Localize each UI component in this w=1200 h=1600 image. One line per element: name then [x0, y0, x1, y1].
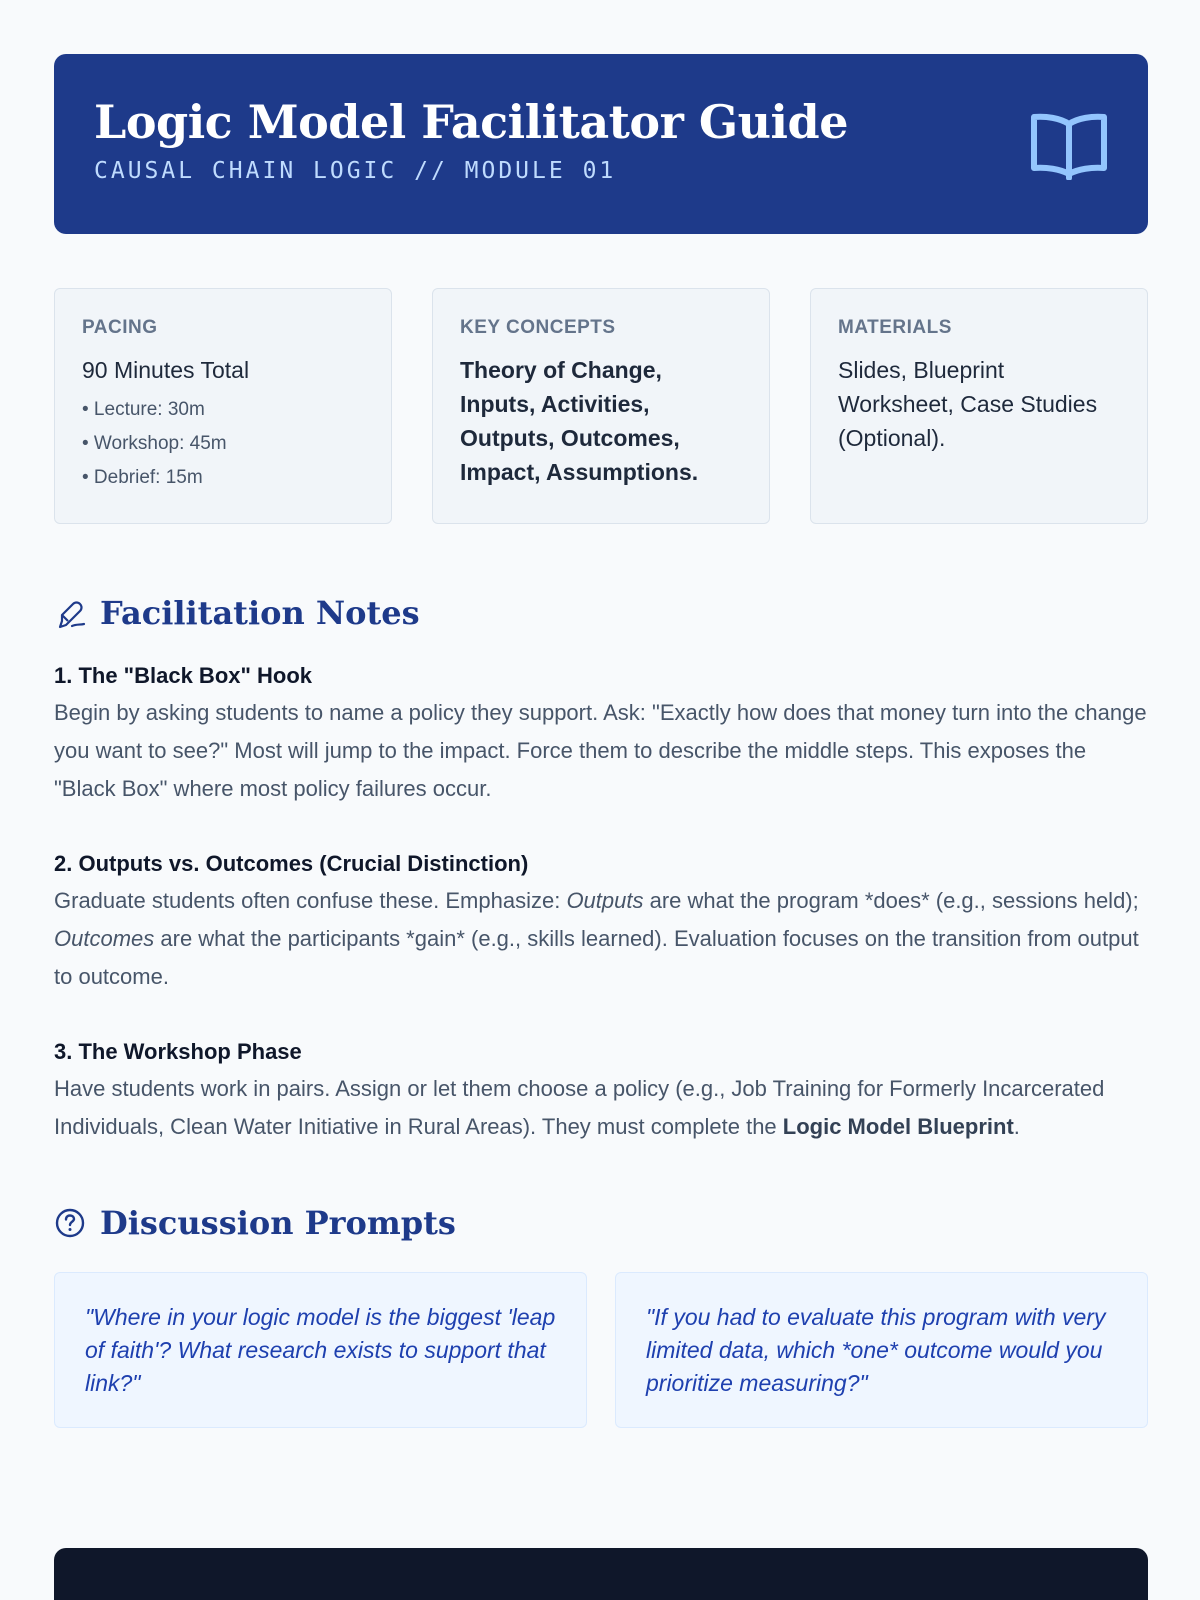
prompt-card: "If you had to evaluate this program with very limited data, which *one* outcome would you prioritize measuring?": [615, 1272, 1148, 1428]
pacing-item-workshop: • Workshop: 45m: [82, 433, 227, 454]
discussion-heading: [54, 1204, 1148, 1242]
note-emphasis-outcomes: Outcomes: [54, 926, 155, 951]
summary-cards: [54, 288, 1148, 524]
pacing-label: PACING: [82, 317, 158, 338]
key-concepts-card: [432, 288, 770, 524]
page-subtitle: CAUSAL CHAIN LOGIC // MODULE 01: [94, 158, 617, 184]
note-heading: 1. The "Black Box" Hook: [54, 663, 313, 688]
pen-icon: [54, 597, 86, 629]
note-strong-blueprint: Logic Model Blueprint: [782, 1114, 1014, 1139]
materials-card: [810, 288, 1148, 524]
note-workshop-phase: [54, 1036, 1148, 1146]
note-heading: 2. Outputs vs. Outcomes (Crucial Distinction): [54, 851, 529, 876]
materials-text: Slides, Blueprint Worksheet, Case Studies (Optional).: [838, 357, 1098, 451]
note-text: [54, 1070, 1148, 1146]
guide-page: [54, 54, 1148, 1428]
pacing-item-lecture: • Lecture: 30m: [82, 399, 205, 420]
facilitation-title: Facilitation Notes: [100, 594, 420, 632]
pacing-card: [54, 288, 392, 524]
footer-panel: [54, 1548, 1148, 1600]
note-text-part: are what the participants *gain* (e.g., skills learned). Evaluation focuses on the transition from output to outcome.: [54, 926, 1139, 989]
facilitation-notes: [54, 660, 1148, 1146]
note-heading: 3. The Workshop Phase: [54, 1039, 302, 1064]
note-text: Begin by asking students to name a policy they support. Ask: "Exactly how does that money turn into the change you want to see?" Most will jump to the impact. Force them to describe the middle steps. This exposes the "Black Box" where most policy failures occur.: [54, 700, 1147, 801]
discussion-prompts: [54, 1272, 1148, 1428]
page-title: Logic Model Facilitator Guide: [94, 95, 848, 149]
note-text-part: are what the program *does* (e.g., sessions held);: [643, 888, 1139, 913]
header-banner: [54, 54, 1148, 234]
key-concepts-text: Theory of Change, Inputs, Activities, Outputs, Outcomes, Impact, Assumptions.: [460, 357, 699, 485]
prompt-card: "Where in your logic model is the biggest 'leap of faith'? What research exists to support that link?": [54, 1272, 587, 1428]
note-text-part: Graduate students often confuse these. Emphasize:: [54, 888, 567, 913]
note-outputs-outcomes: [54, 848, 1148, 996]
facilitation-heading: [54, 594, 1148, 632]
note-emphasis-outputs: Outputs: [566, 888, 644, 913]
note-text-part: .: [1013, 1114, 1020, 1139]
materials-label: MATERIALS: [838, 317, 952, 338]
question-circle-icon: [54, 1207, 86, 1239]
discussion-title: Discussion Prompts: [100, 1204, 456, 1242]
note-text: [54, 882, 1148, 996]
key-concepts-label: KEY CONCEPTS: [460, 317, 616, 338]
book-open-icon: [1030, 110, 1108, 180]
pacing-item-debrief: • Debrief: 15m: [82, 467, 203, 488]
pacing-list: [82, 393, 364, 495]
pacing-total: 90 Minutes Total: [82, 357, 250, 383]
note-text-part: Have students work in pairs. Assign or let them choose a policy (e.g., Job Training for Formerly Incarcerated Individuals, Clean Water Initiative in Rural Areas). They must complete the: [54, 1076, 1105, 1139]
note-black-box: [54, 660, 1148, 808]
